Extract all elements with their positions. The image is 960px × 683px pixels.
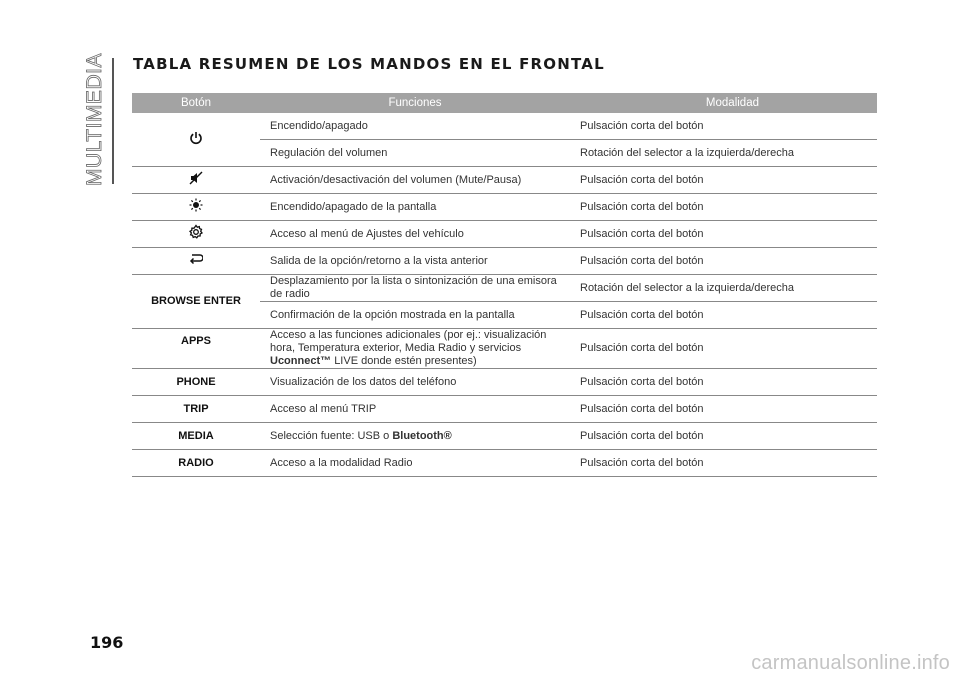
table-row: [132, 423, 877, 450]
header-modalidad: Modalidad: [570, 93, 877, 113]
function-cell: Acceso al menú de Ajustes del vehículo: [260, 221, 570, 248]
bluetooth-brand: Bluetooth®: [392, 429, 452, 442]
mode-cell: Pulsación corta del botón: [570, 113, 877, 140]
table-row: [132, 329, 877, 369]
function-cell: Encendido/apagado de la pantalla: [260, 194, 570, 221]
table-row: [132, 248, 877, 275]
display-button-cell: [132, 194, 260, 221]
header-boton: Botón: [132, 93, 260, 113]
power-button-cell: [132, 113, 260, 167]
function-cell: Confirmación de la opción mostrada en la pantalla: [260, 302, 570, 329]
function-text: Acceso a las funciones adicionales (por ej.: visualización hora, Temperatura exterior, Media Radio y servicios: [270, 329, 547, 354]
header-funciones: Funciones: [260, 93, 570, 113]
controls-summary-table: [132, 93, 877, 477]
mode-cell: Pulsación corta del botón: [570, 167, 877, 194]
page-title: TABLA RESUMEN DE LOS MANDOS EN EL FRONTAL: [133, 55, 605, 73]
radio-button-cell: RADIO: [132, 450, 260, 477]
mode-cell: Rotación del selector a la izquierda/derecha: [570, 275, 877, 302]
mode-cell: Pulsación corta del botón: [570, 302, 877, 329]
table-row: [132, 450, 877, 477]
settings-gear-icon: [188, 224, 204, 244]
mode-cell: Rotación del selector a la izquierda/derecha: [570, 140, 877, 167]
function-cell: Acceso al menú TRIP: [260, 396, 570, 423]
function-cell: Salida de la opción/retorno a la vista anterior: [260, 248, 570, 275]
table-row: [132, 194, 877, 221]
function-cell: Encendido/apagado: [260, 113, 570, 140]
mode-cell: Pulsación corta del botón: [570, 329, 877, 369]
function-text: Selección fuente: USB o: [270, 429, 390, 442]
table-header-row: [132, 93, 877, 113]
power-icon: [189, 131, 203, 149]
table-row: [132, 369, 877, 396]
apps-button-cell: APPS: [132, 329, 260, 369]
table-row: [132, 167, 877, 194]
back-return-icon: [189, 253, 203, 269]
table-row: [132, 221, 877, 248]
trip-button-cell: TRIP: [132, 396, 260, 423]
mute-icon: [189, 171, 203, 189]
media-button-cell: MEDIA: [132, 423, 260, 450]
mode-cell: Pulsación corta del botón: [570, 450, 877, 477]
section-label-text: MULTIMEDIA: [83, 53, 106, 186]
function-cell: Desplazamiento por la lista o sintonización de una emisora de radio: [260, 275, 570, 302]
mode-cell: Pulsación corta del botón: [570, 194, 877, 221]
watermark: carmanualsonline.info: [751, 652, 950, 674]
table-row: [132, 275, 877, 302]
table-row: [132, 113, 877, 140]
mode-cell: Pulsación corta del botón: [570, 248, 877, 275]
function-cell: [260, 329, 570, 369]
page-number: 196: [90, 633, 124, 652]
mode-cell: Pulsación corta del botón: [570, 423, 877, 450]
function-cell: [260, 423, 570, 450]
mode-cell: Pulsación corta del botón: [570, 396, 877, 423]
table-row: [132, 396, 877, 423]
function-cell: Activación/desactivación del volumen (Mute/Pausa): [260, 167, 570, 194]
phone-button-cell: PHONE: [132, 369, 260, 396]
function-cell: Acceso a la modalidad Radio: [260, 450, 570, 477]
section-divider: [112, 58, 114, 184]
mode-cell: Pulsación corta del botón: [570, 221, 877, 248]
settings-button-cell: [132, 221, 260, 248]
uconnect-brand: Uconnect™: [270, 355, 332, 367]
back-button-cell: [132, 248, 260, 275]
section-side-label: [81, 53, 109, 188]
mute-button-cell: [132, 167, 260, 194]
function-cell: Regulación del volumen: [260, 140, 570, 167]
function-text-tail: LIVE donde estén presentes): [334, 355, 477, 367]
browse-enter-button-cell: BROWSE ENTER: [132, 275, 260, 329]
function-cell: Visualización de los datos del teléfono: [260, 369, 570, 396]
display-brightness-icon: [189, 198, 203, 216]
mode-cell: Pulsación corta del botón: [570, 369, 877, 396]
